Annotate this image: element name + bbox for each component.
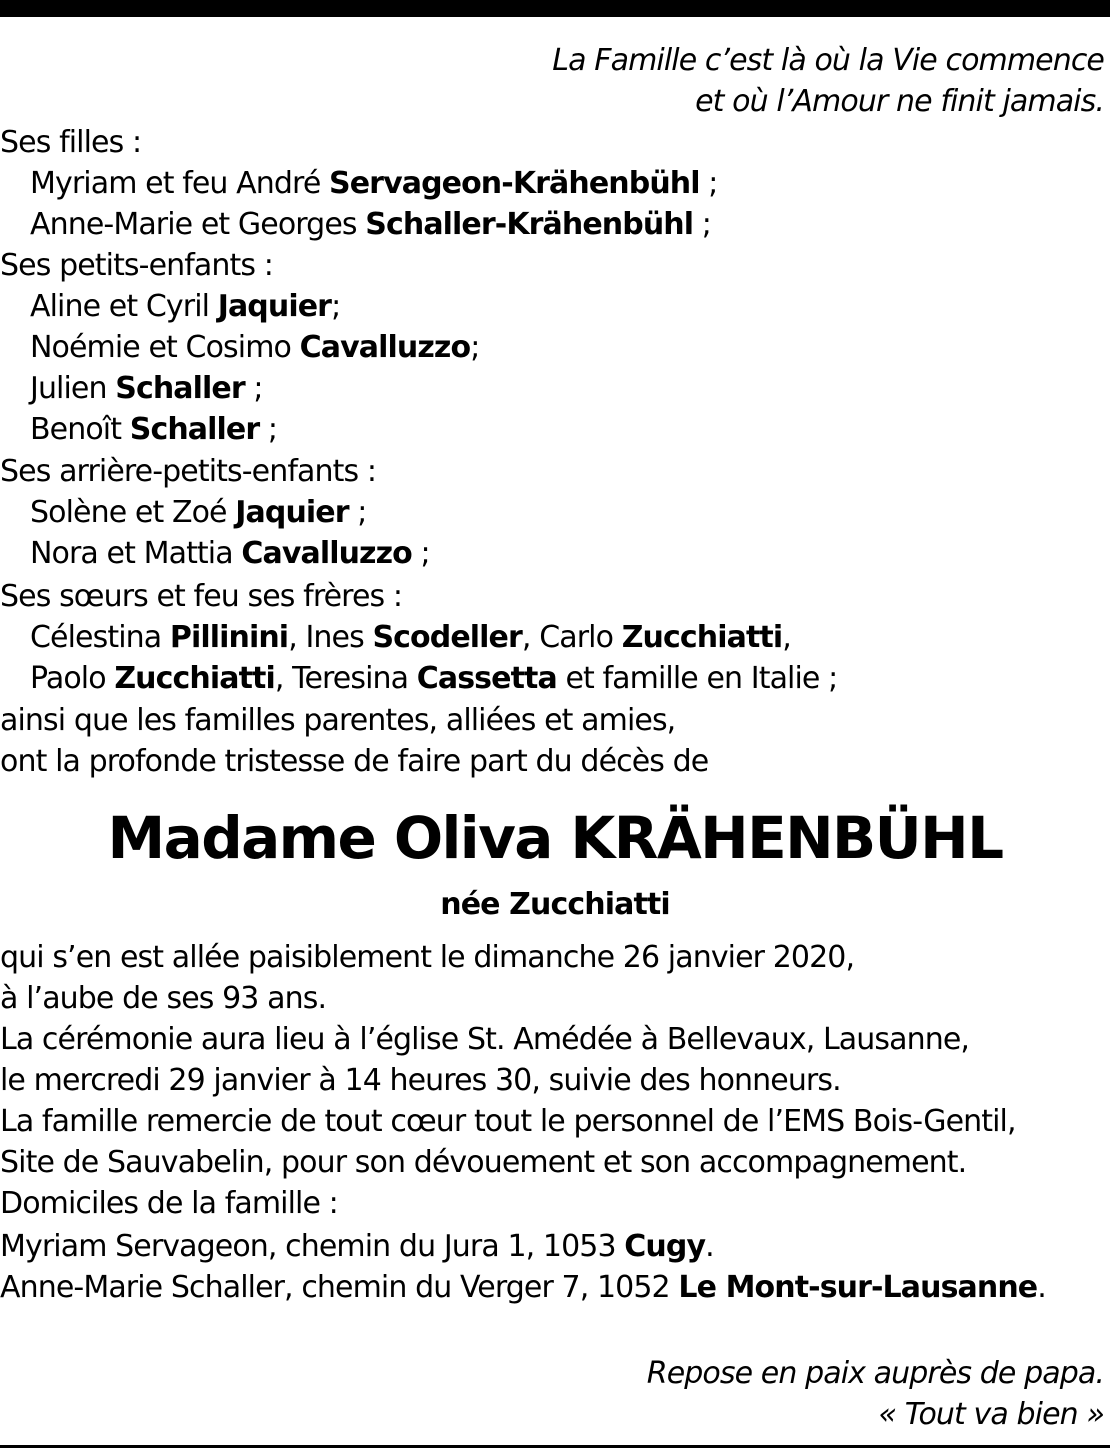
daughter-entry: Myriam et feu André Servageon-Krähenbühl ; (30, 166, 718, 201)
closing-quote-line-1: Repose en paix auprès de papa. (646, 1356, 1104, 1391)
deceased-name: Madame Oliva KRÄHENBÜHL (107, 804, 1003, 872)
detail-line: le mercredi 29 janvier à 14 heures 30, suivie des honneurs. (0, 1063, 841, 1098)
great-grandchild-entry: Solène et Zoé Jaquier ; (30, 495, 367, 530)
grandchild-entry: Benoît Schaller ; (30, 412, 278, 447)
top-rule (0, 0, 1110, 17)
domicile-entry: Myriam Servageon, chemin du Jura 1, 1053 Cugy. (0, 1229, 714, 1264)
detail-line: Site de Sauvabelin, pour son dévouement et son accompagnement. (0, 1145, 967, 1180)
great-grandchild-entry: Nora et Mattia Cavalluzzo ; (30, 536, 430, 571)
siblings-line-2: Paolo Zucchiatti, Teresina Cassetta et famille en Italie ; (30, 661, 838, 696)
siblings-line-1: Célestina Pillinini, Ines Scodeller, Carlo Zucchiatti, (30, 620, 791, 655)
siblings-heading: Ses sœurs et feu ses frères : (0, 579, 403, 614)
detail-line: La cérémonie aura lieu à l’église St. Amédée à Bellevaux, Lausanne, (0, 1022, 970, 1057)
epigraph-line-1: La Famille c’est là où la Vie commence (552, 43, 1104, 78)
domicile-entry: Anne-Marie Schaller, chemin du Verger 7, 1052 Le Mont-sur-Lausanne. (0, 1270, 1046, 1305)
closing-quote-line-2: « Tout va bien » (878, 1397, 1104, 1432)
grandchild-entry: Julien Schaller ; (30, 371, 263, 406)
detail-line: qui s’en est allée paisiblement le dimanche 26 janvier 2020, (0, 940, 855, 975)
closing-line: ainsi que les familles parentes, alliées et amies, (0, 703, 676, 738)
great-grandchildren-heading: Ses arrière-petits-enfants : (0, 454, 377, 489)
daughter-entry: Anne-Marie et Georges Schaller-Krähenbühl ; (30, 207, 711, 242)
maiden-name: née Zucchiatti (440, 887, 670, 922)
daughters-heading: Ses filles : (0, 125, 142, 160)
grandchildren-heading: Ses petits-enfants : (0, 248, 273, 283)
epigraph-line-2: et où l’Amour ne finit jamais. (695, 84, 1104, 119)
domiciles-heading: Domiciles de la famille : (0, 1186, 338, 1221)
detail-line: La famille remercie de tout cœur tout le personnel de l’EMS Bois-Gentil, (0, 1104, 1016, 1139)
grandchild-entry: Aline et Cyril Jaquier; (30, 289, 341, 324)
grandchild-entry: Noémie et Cosimo Cavalluzzo; (30, 330, 480, 365)
detail-line: à l’aube de ses 93 ans. (0, 981, 327, 1016)
bottom-rule (0, 1445, 1110, 1448)
closing-line: ont la profonde tristesse de faire part du décès de (0, 744, 709, 779)
